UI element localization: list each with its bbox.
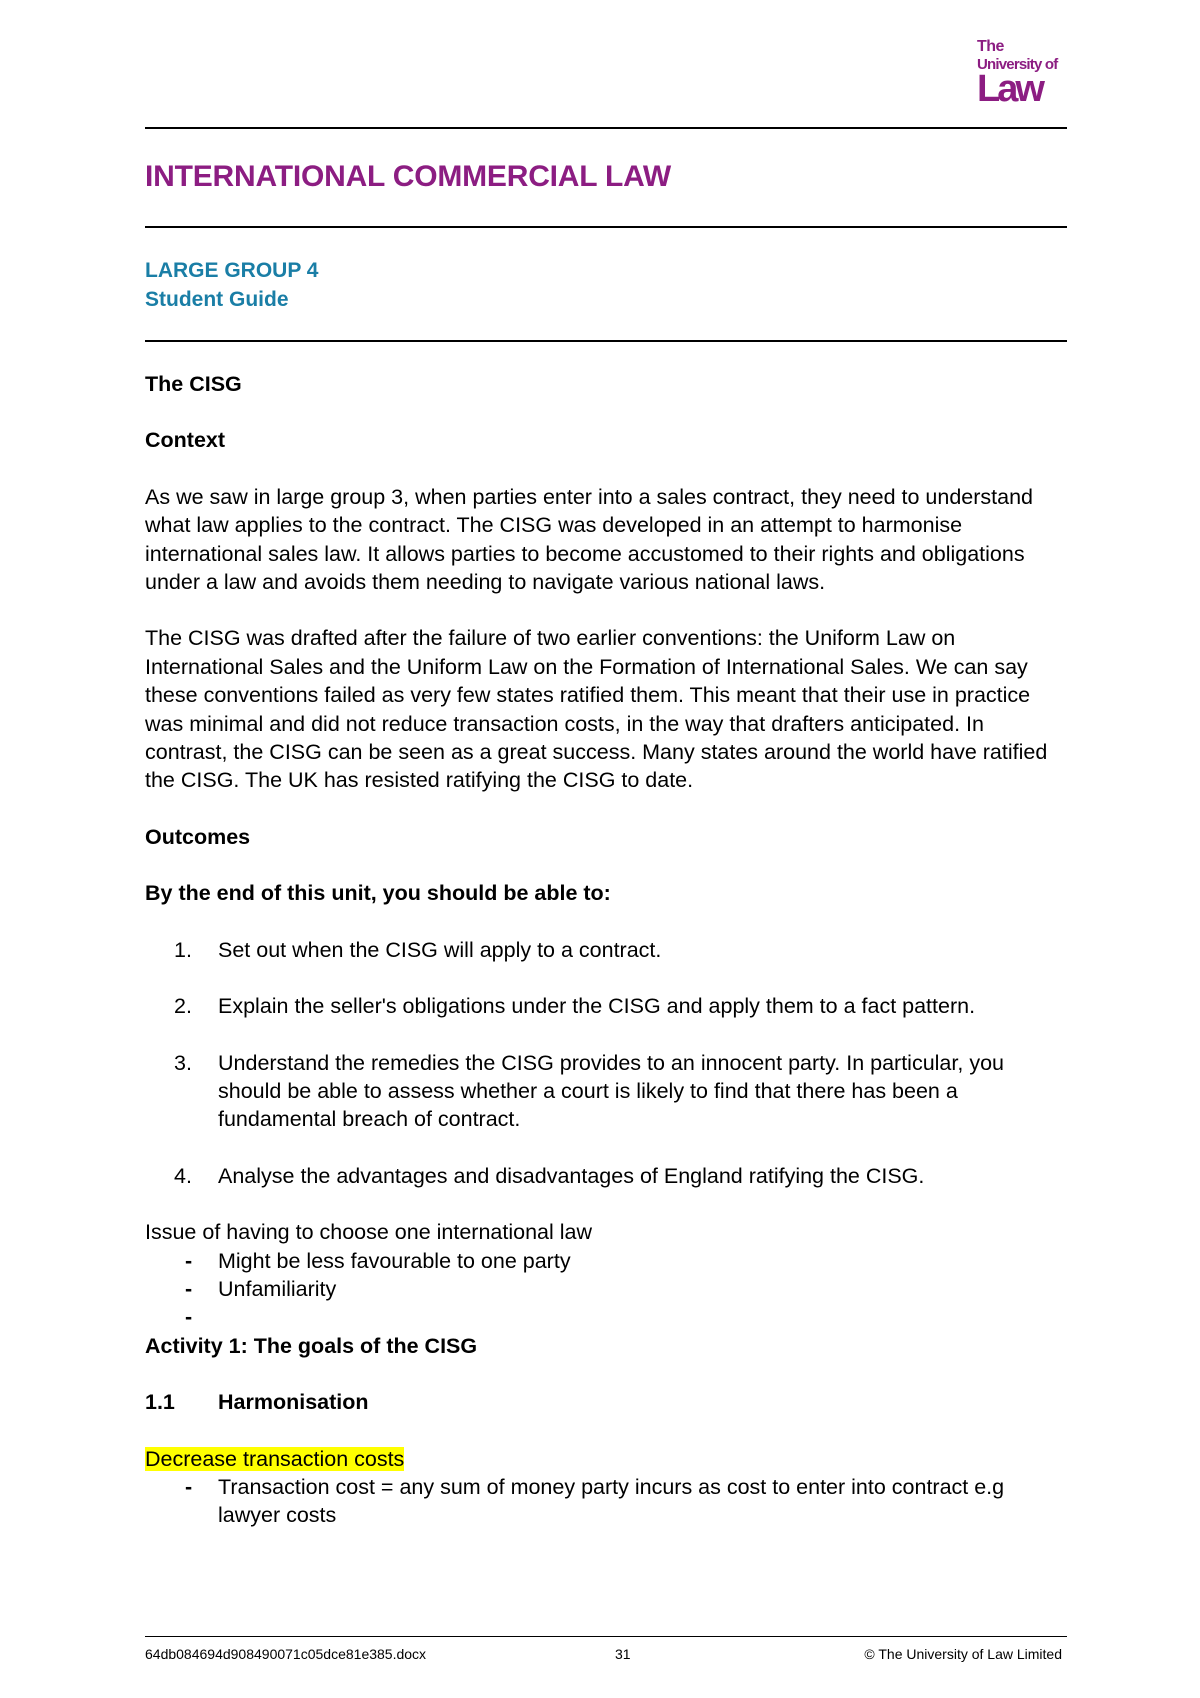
note-heading: Issue of having to choose one international law <box>145 1220 593 1245</box>
list-item-text: Transaction cost = any sum of money party incurs as cost to enter into contract e.g lawyer costs <box>218 1474 1005 1528</box>
list-item-text: Unfamiliarity <box>218 1276 337 1301</box>
list-item <box>145 1303 1067 1331</box>
list-item <box>145 1049 1067 1134</box>
dash-bullet: - <box>185 1248 193 1273</box>
outcomes-intro: By the end of this unit, you should be able to: <box>145 881 611 906</box>
logo-line-2: University of <box>977 56 1058 73</box>
dash-bullet: - <box>185 1305 193 1330</box>
highlighted-text: Decrease transaction costs <box>145 1446 405 1471</box>
list-item-text: Might be less favourable to one party <box>218 1248 571 1273</box>
list-item <box>145 1275 1067 1303</box>
dash-bullet: - <box>185 1474 193 1499</box>
dash-bullet: - <box>185 1276 193 1301</box>
logo-line-1: The <box>977 38 1004 55</box>
footer-page-number: 31 <box>615 1646 631 1662</box>
logo-line-3: Law <box>977 68 1042 110</box>
subtitle-divider <box>145 340 1067 342</box>
list-item-number: 2. <box>174 994 192 1019</box>
highlighted-line <box>145 1445 1067 1473</box>
heading-context: Context <box>145 428 226 453</box>
context-paragraph-1: As we saw in large group 3, when parties enter into a sales contract, they need to understand what law applies to the contract. The CISG was developed in an attempt to harmonise international sales law. It allows parties to become accustomed to their rights and obligations under a law and avoids them needing to navigate various national laws. <box>145 484 1033 595</box>
section-number: 1.1 <box>145 1390 175 1415</box>
list-item <box>145 1247 1067 1275</box>
outcomes-list <box>145 936 1067 1190</box>
list-item <box>145 992 1067 1020</box>
heading-outcomes: Outcomes <box>145 824 251 849</box>
footer-copyright: © The University of Law Limited <box>864 1646 1062 1662</box>
list-item-text: Understand the remedies the CISG provides to an innocent party. In particular, you should be able to assess whether a court is likely to find that there has been a fundamental breach of contract. <box>218 1050 1004 1132</box>
list-item-text: Explain the seller's obligations under the CISG and apply them to a fact pattern. <box>218 994 976 1019</box>
document-body <box>145 370 1067 1530</box>
list-item <box>145 1473 1067 1530</box>
document-title: INTERNATIONAL COMMERCIAL LAW <box>145 160 672 193</box>
list-item-number: 3. <box>174 1050 192 1075</box>
transaction-bullet-list <box>145 1473 1067 1530</box>
section-title: Harmonisation <box>218 1390 369 1415</box>
list-item-number: 1. <box>174 937 192 962</box>
footer-divider <box>145 1636 1067 1637</box>
note-bullet-list <box>145 1247 1067 1332</box>
large-group-label: LARGE GROUP 4 <box>145 259 319 282</box>
context-paragraph-2: The CISG was drafted after the failure of two earlier conventions: the Uniform Law on International Sales and the Uniform Law on the Formation of International Sales. We can say these conventions failed as very few states ratified them. This meant that their use in practice was minimal and did not reduce transaction costs, in the way that drafters anticipated. In contrast, the CISG can be seen as a great success. Many states around the world have ratified the CISG. The UK has resisted ratifying the CISG to date. <box>145 626 1048 793</box>
list-item-number: 4. <box>174 1163 192 1188</box>
title-divider <box>145 226 1067 228</box>
university-of-law-logo <box>977 38 1072 110</box>
list-item <box>145 936 1067 964</box>
list-item-text: Set out when the CISG will apply to a contract. <box>218 937 662 962</box>
student-guide-label: Student Guide <box>145 288 289 311</box>
footer-filename: 64db084694d908490071c05dce81e385.docx <box>145 1646 427 1662</box>
activity-heading: Activity 1: The goals of the CISG <box>145 1333 478 1358</box>
list-item <box>145 1162 1067 1190</box>
top-divider <box>145 127 1067 129</box>
section-heading <box>145 1388 1067 1416</box>
heading-the-cisg: The CISG <box>145 372 242 396</box>
list-item-text: Analyse the advantages and disadvantages of England ratifying the CISG. <box>218 1163 925 1188</box>
subtitle-block <box>145 256 318 314</box>
